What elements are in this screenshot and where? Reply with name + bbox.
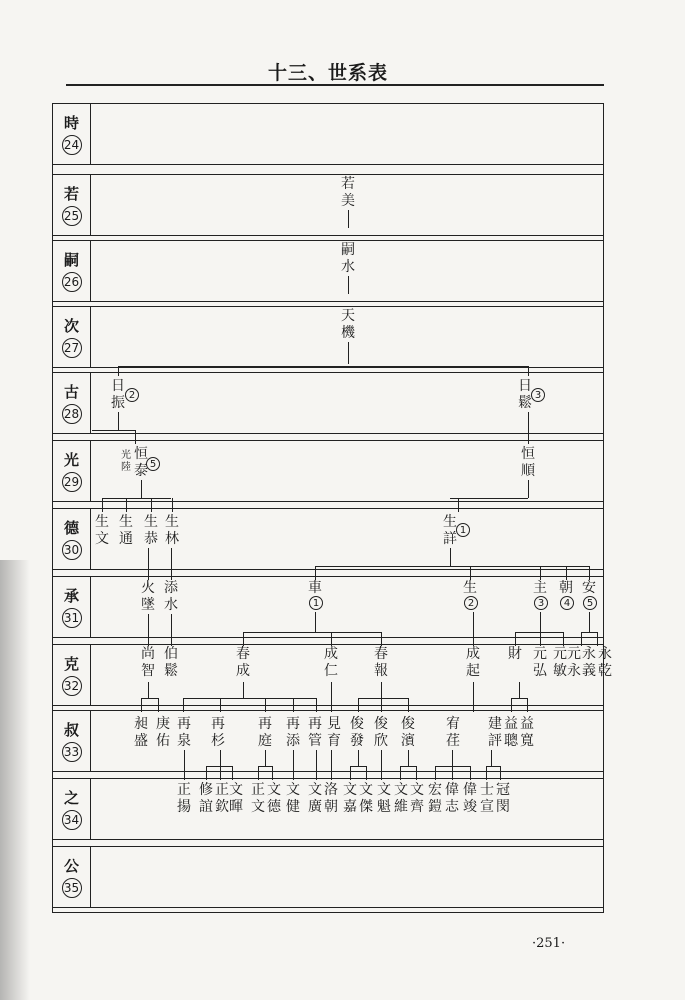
- lineage-line: [316, 750, 317, 780]
- person-name: 文 傑: [359, 782, 373, 815]
- person-name: 建 評: [488, 716, 502, 749]
- lineage-line: [243, 632, 381, 633]
- person-name: 成 起: [466, 646, 480, 679]
- lineage-line: [331, 682, 332, 712]
- lineage-line: [358, 698, 359, 712]
- generation-label: [53, 645, 91, 705]
- person-name: 生 通: [119, 514, 133, 547]
- lineage-line: [597, 632, 598, 646]
- generation-character: 公: [63, 857, 79, 875]
- generation-label: [53, 847, 91, 907]
- generation-row: [52, 846, 604, 908]
- lineage-line: [293, 698, 294, 712]
- person-name: 嗣 水: [341, 242, 355, 275]
- lineage-line: [258, 766, 272, 767]
- lineage-line: [331, 750, 332, 780]
- generation-label: [53, 441, 91, 501]
- lineage-line: [232, 766, 233, 780]
- generation-character: 次: [63, 317, 79, 335]
- lineage-line: [400, 766, 416, 767]
- person-name: 恒 順: [521, 446, 535, 479]
- generation-character: 時: [63, 114, 79, 132]
- generation-character: 光: [63, 451, 79, 469]
- person-name: 文 維: [394, 782, 408, 815]
- person-name: 安: [582, 580, 596, 596]
- lineage-line: [452, 750, 453, 766]
- lineage-line: [381, 632, 382, 646]
- lineage-line: [381, 682, 382, 698]
- person-name: 車: [308, 580, 322, 596]
- lineage-line: [184, 750, 185, 780]
- person-name: 財: [508, 646, 522, 662]
- generation-label: [53, 307, 91, 367]
- lineage-line: [141, 698, 158, 699]
- lineage-line: [350, 766, 366, 767]
- person-name: 伯 鬆: [164, 646, 178, 679]
- lineage-line: [589, 566, 590, 580]
- person-name: 春 成: [236, 646, 250, 679]
- lineage-line: [151, 498, 152, 512]
- lineage-line: [102, 498, 103, 512]
- lineage-line: [183, 698, 316, 699]
- lineage-line: [515, 632, 516, 646]
- lineage-line: [348, 210, 349, 228]
- lineage-line: [366, 766, 367, 780]
- person-name: 昶 盛: [134, 716, 148, 749]
- lineage-line: [435, 766, 436, 780]
- person-name: 永 義: [582, 646, 596, 679]
- generation-number: 32: [62, 676, 82, 696]
- person-name: 朝: [559, 580, 573, 596]
- title-rule: [66, 84, 604, 86]
- person-name: 庚 佑: [156, 716, 170, 749]
- person-name: 生 林: [165, 514, 179, 547]
- person-name: 益 聰: [504, 716, 518, 749]
- lineage-line: [183, 698, 184, 712]
- lineage-line: [563, 632, 564, 646]
- person-name: 偉 竣: [463, 782, 477, 815]
- lineage-line: [581, 632, 582, 646]
- lineage-line: [486, 766, 487, 780]
- person-name: 生 恭: [144, 514, 158, 547]
- generation-character: 承: [63, 587, 79, 605]
- person-name: 文 魁: [377, 782, 391, 815]
- binding-shadow: [0, 560, 30, 1000]
- person-name: 文 嘉: [343, 782, 357, 815]
- generation-character: 叔: [63, 721, 79, 739]
- person-name: 春 報: [374, 646, 388, 679]
- generation-character: 之: [63, 789, 79, 807]
- lineage-line: [528, 412, 529, 444]
- lineage-line: [220, 750, 221, 766]
- lineage-line: [358, 698, 408, 699]
- birth-order-marker: 2: [125, 388, 139, 402]
- lineage-line: [473, 612, 474, 646]
- lineage-line: [148, 548, 149, 580]
- lineage-line: [206, 766, 207, 780]
- lineage-line: [511, 698, 512, 712]
- generation-character: 古: [63, 383, 79, 401]
- person-name: 修 誼: [199, 782, 213, 815]
- person-name: 俊 濱: [401, 716, 415, 749]
- person-name: 火 墜: [141, 580, 155, 613]
- generation-label: [53, 104, 91, 164]
- generation-number: 34: [62, 810, 82, 830]
- person-name: 成 仁: [324, 646, 338, 679]
- person-name: 正 文: [251, 782, 265, 815]
- lineage-line: [350, 766, 351, 780]
- page-number: ·251·: [532, 936, 566, 951]
- generation-number: 25: [62, 206, 82, 226]
- birth-order-marker: 5: [146, 457, 160, 471]
- lineage-line: [515, 632, 563, 633]
- person-name: 俊 欣: [374, 716, 388, 749]
- generation-row: [52, 240, 604, 302]
- person-name: 日 鬆: [518, 378, 532, 411]
- person-name: 再 管: [308, 716, 322, 749]
- lineage-line: [450, 548, 451, 566]
- person-name: 再 杉: [211, 716, 225, 749]
- person-name: 正 欽: [215, 782, 229, 815]
- lineage-line: [243, 632, 244, 646]
- person-name: 正 揚: [177, 782, 191, 815]
- lineage-line: [118, 366, 119, 376]
- person-name: 偉 志: [445, 782, 459, 815]
- lineage-line: [540, 632, 541, 646]
- person-name: 光 陸: [121, 450, 131, 473]
- lineage-line: [528, 480, 529, 498]
- person-name: 尚 智: [141, 646, 155, 679]
- generation-row: [52, 306, 604, 368]
- generation-character: 克: [63, 655, 79, 673]
- person-name: 主: [533, 580, 547, 596]
- generation-row: [52, 508, 604, 570]
- lineage-line: [148, 614, 149, 646]
- generation-number: 28: [62, 404, 82, 424]
- lineage-line: [358, 750, 359, 766]
- lineage-line: [141, 698, 142, 712]
- lineage-line: [126, 498, 127, 512]
- lineage-line: [315, 566, 316, 580]
- lineage-line: [450, 498, 528, 499]
- lineage-line: [315, 566, 589, 567]
- lineage-line: [331, 632, 332, 646]
- lineage-line: [473, 682, 474, 712]
- generation-row: [52, 103, 604, 165]
- lineage-line: [528, 366, 529, 376]
- person-name: 文 德: [267, 782, 281, 815]
- lineage-line: [293, 750, 294, 780]
- lineage-line: [500, 766, 501, 780]
- person-name: 洛 朝: [324, 782, 338, 815]
- generation-label: [53, 373, 91, 433]
- person-name: 俊 發: [350, 716, 364, 749]
- person-name: 再 庭: [258, 716, 272, 749]
- generation-character: 嗣: [63, 251, 79, 269]
- lineage-line: [348, 276, 349, 294]
- generation-number: 33: [62, 742, 82, 762]
- birth-order-marker: 3: [534, 596, 548, 610]
- generation-row: [52, 174, 604, 236]
- person-name: 生 詳: [443, 514, 457, 547]
- birth-order-marker: 2: [464, 596, 478, 610]
- person-name: 恒 泰: [134, 446, 148, 479]
- generation-label: [53, 711, 91, 771]
- person-name: 宏 鎧: [428, 782, 442, 815]
- birth-order-marker: 1: [456, 523, 470, 537]
- lineage-line: [511, 698, 527, 699]
- person-name: 天 機: [341, 308, 355, 341]
- lineage-line: [92, 430, 135, 431]
- generation-number: 26: [62, 272, 82, 292]
- lineage-line: [265, 698, 266, 712]
- birth-order-marker: 1: [309, 596, 323, 610]
- birth-order-marker: 4: [560, 596, 574, 610]
- lineage-line: [220, 698, 221, 712]
- lineage-line: [316, 698, 317, 712]
- lineage-line: [381, 698, 382, 712]
- lineage-line: [118, 412, 119, 430]
- lineage-line: [527, 698, 528, 712]
- person-name: 文 齊: [410, 782, 424, 815]
- lineage-line: [141, 480, 142, 498]
- generation-number: 35: [62, 878, 82, 898]
- person-name: 日 振: [111, 378, 125, 411]
- lineage-line: [265, 750, 266, 766]
- birth-order-marker: 5: [583, 596, 597, 610]
- person-name: 文 健: [286, 782, 300, 815]
- person-name: 見 育: [327, 716, 341, 749]
- lineage-line: [470, 566, 471, 580]
- person-name: 文 廣: [308, 782, 322, 815]
- lineage-line: [206, 766, 232, 767]
- person-name: 文 暉: [229, 782, 243, 815]
- person-name: 添 水: [164, 580, 178, 613]
- lineage-line: [540, 566, 541, 580]
- lineage-line: [172, 498, 173, 512]
- lineage-line: [158, 698, 159, 712]
- generation-number: 27: [62, 338, 82, 358]
- person-name: 冠 閔: [496, 782, 510, 815]
- lineage-line: [171, 548, 172, 580]
- generation-character: 德: [63, 519, 79, 537]
- lineage-line: [458, 498, 459, 512]
- generation-label: [53, 577, 91, 637]
- person-name: 士 宣: [480, 782, 494, 815]
- generation-label: [53, 779, 91, 839]
- lineage-line: [540, 612, 541, 632]
- person-name: 元 永: [567, 646, 581, 679]
- person-name: 若 美: [341, 176, 355, 209]
- generation-label: [53, 509, 91, 569]
- lineage-line: [148, 682, 149, 698]
- person-name: 生 文: [95, 514, 109, 547]
- lineage-line: [581, 632, 597, 633]
- generation-label: [53, 241, 91, 301]
- lineage-line: [348, 342, 349, 364]
- person-name: 再 添: [286, 716, 300, 749]
- person-name: 再 泉: [177, 716, 191, 749]
- lineage-line: [452, 766, 453, 780]
- person-name: 永 乾: [598, 646, 612, 679]
- person-name: 宥 荏: [446, 716, 460, 749]
- generation-row: [52, 576, 604, 638]
- lineage-line: [171, 614, 172, 646]
- lineage-line: [589, 612, 590, 632]
- lineage-line: [470, 766, 471, 780]
- lineage-line: [408, 750, 409, 766]
- page-title: 十三、世系表: [268, 62, 389, 84]
- birth-order-marker: 3: [531, 388, 545, 402]
- lineage-line: [220, 766, 221, 780]
- lineage-line: [243, 682, 244, 698]
- lineage-line: [486, 766, 500, 767]
- lineage-line: [416, 766, 417, 780]
- lineage-line: [118, 366, 528, 367]
- generation-number: 30: [62, 540, 82, 560]
- lineage-line: [491, 750, 492, 766]
- lineage-line: [135, 430, 136, 444]
- lineage-line: [400, 766, 401, 780]
- lineage-line: [408, 698, 409, 712]
- person-name: 元 敏: [553, 646, 567, 679]
- lineage-line: [381, 750, 382, 780]
- lineage-line: [315, 612, 316, 632]
- generation-character: 若: [63, 185, 79, 203]
- generation-number: 31: [62, 608, 82, 628]
- generation-label: [53, 175, 91, 235]
- lineage-line: [258, 766, 259, 780]
- generation-number: 29: [62, 472, 82, 492]
- lineage-line: [566, 566, 567, 580]
- lineage-line: [102, 498, 171, 499]
- lineage-line: [519, 682, 520, 698]
- person-name: 生: [463, 580, 477, 596]
- lineage-line: [272, 766, 273, 780]
- person-name: 益 寬: [520, 716, 534, 749]
- person-name: 元 弘: [533, 646, 547, 679]
- generation-number: 24: [62, 135, 82, 155]
